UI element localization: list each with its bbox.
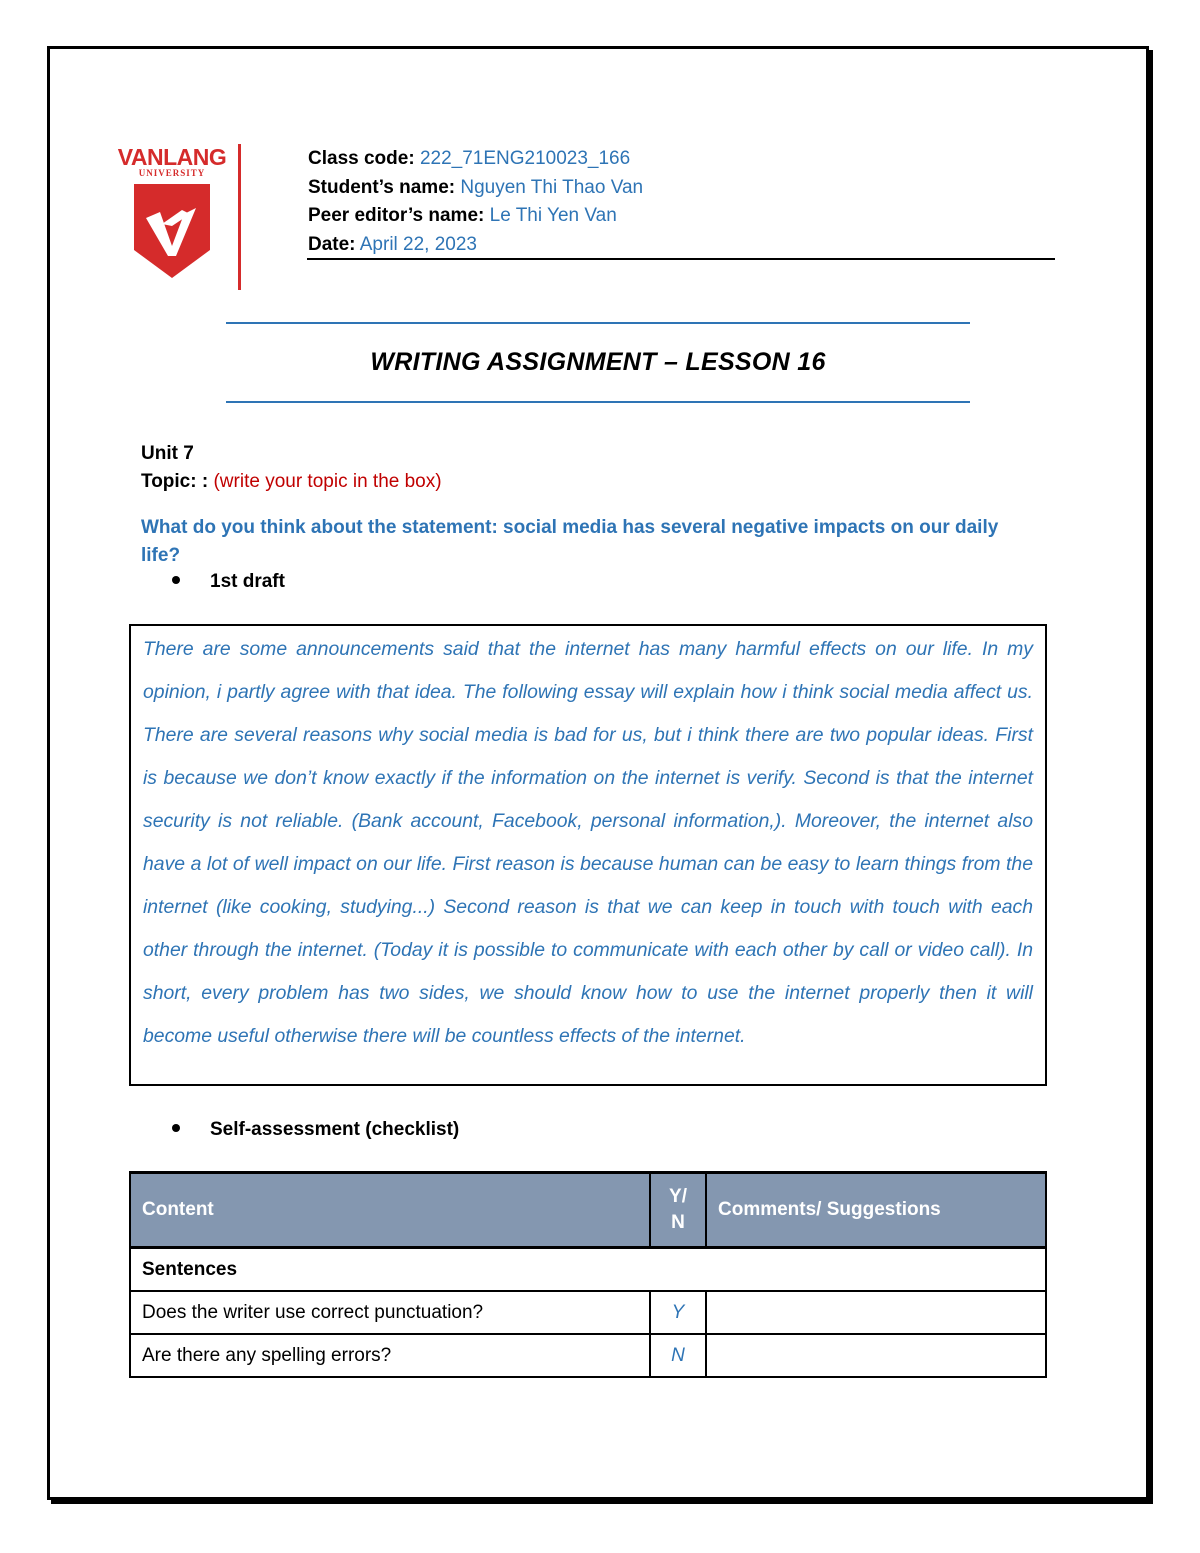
row-question: Are there any spelling errors?: [130, 1334, 650, 1377]
page-title: WRITING ASSIGNMENT – LESSON 16: [370, 348, 826, 376]
class-code-line: [308, 145, 1054, 174]
table-header-row: [130, 1173, 1046, 1248]
student-label: Student’s name:: [308, 176, 456, 198]
topic-line: [141, 471, 442, 493]
self-assessment-label: Self-assessment (checklist): [210, 1119, 460, 1140]
class-code-value: 222_71ENG210023_166: [419, 148, 631, 169]
peer-value: Le Thi Yen Van: [489, 205, 617, 226]
row-answer[interactable]: N: [650, 1334, 706, 1377]
section-sentences: Sentences: [130, 1248, 1046, 1292]
shield-icon: [132, 184, 212, 278]
logo-divider: [238, 144, 241, 290]
peer-line: [308, 202, 1054, 231]
topic-question: What do you think about the statement: social media has several negative impacts on our daily life?: [141, 517, 999, 566]
self-assessment-bullet: [172, 1119, 459, 1141]
title-rule-top: [226, 322, 970, 324]
draft-bullet: [172, 571, 285, 593]
draft-text: There are some announcements said that the internet has many harmful effects on our life. In my opinion, i partly agree with that idea. The following essay will explain how i think social media affect us. There are several reasons why social media is bad for us, but i think there are two popular ideas. First is because we don’t know exactly if the information on the internet is verify. Second is that the internet security is not reliable. (Bank account, Facebook, personal information,). Moreover, the internet also have a lot of well impact on our life. First reason is because human can be easy to learn things from the internet (like cooking, studying...) Second reason is that we can keep in touch with touch with each other through the internet. (Today it is possible to communicate with each other by call or video call). In short, every problem has two sides, we should know how to use the internet properly then it will become useful otherwise there will be countless effects of the internet.: [143, 638, 1033, 1047]
logo-subtitle: UNIVERSITY: [138, 168, 206, 178]
student-line: [308, 174, 1054, 203]
header-info: [308, 145, 1054, 259]
header-yn: [650, 1173, 706, 1248]
row-comment[interactable]: [706, 1291, 1046, 1334]
logo-name: VANLANG: [117, 144, 227, 170]
peer-label: Peer editor’s name:: [308, 205, 485, 226]
draft-box[interactable]: [129, 624, 1047, 1086]
topic-label: Topic: :: [141, 471, 209, 492]
university-logo: [112, 140, 247, 290]
bullet-icon: [172, 576, 180, 584]
student-value: Nguyen Thi Thao Van: [460, 176, 644, 198]
row-comment[interactable]: [706, 1334, 1046, 1377]
checklist-table: [129, 1171, 1047, 1378]
header-comments: Comments/ Suggestions: [706, 1173, 1046, 1248]
row-question: Does the writer use correct punctuation?: [130, 1291, 650, 1334]
table-section-row: [130, 1248, 1046, 1292]
row-answer[interactable]: Y: [650, 1291, 706, 1334]
date-line: [308, 231, 1054, 260]
header-yn-bottom: N: [671, 1212, 685, 1233]
date-label: Date:: [308, 233, 356, 255]
header-content: Content: [130, 1173, 650, 1248]
bullet-icon: [172, 1124, 180, 1132]
table-row: [130, 1334, 1046, 1377]
unit-label: Unit 7: [141, 443, 194, 464]
topic-hint: (write your topic in the box): [213, 471, 442, 492]
header-divider: [307, 258, 1055, 260]
table-row: [130, 1291, 1046, 1334]
class-code-label: Class code:: [308, 148, 415, 169]
date-value: April 22, 2023: [359, 233, 477, 255]
draft-label: 1st draft: [210, 571, 285, 592]
header-yn-top: Y/: [669, 1186, 687, 1207]
title-rule-bottom: [226, 401, 970, 403]
